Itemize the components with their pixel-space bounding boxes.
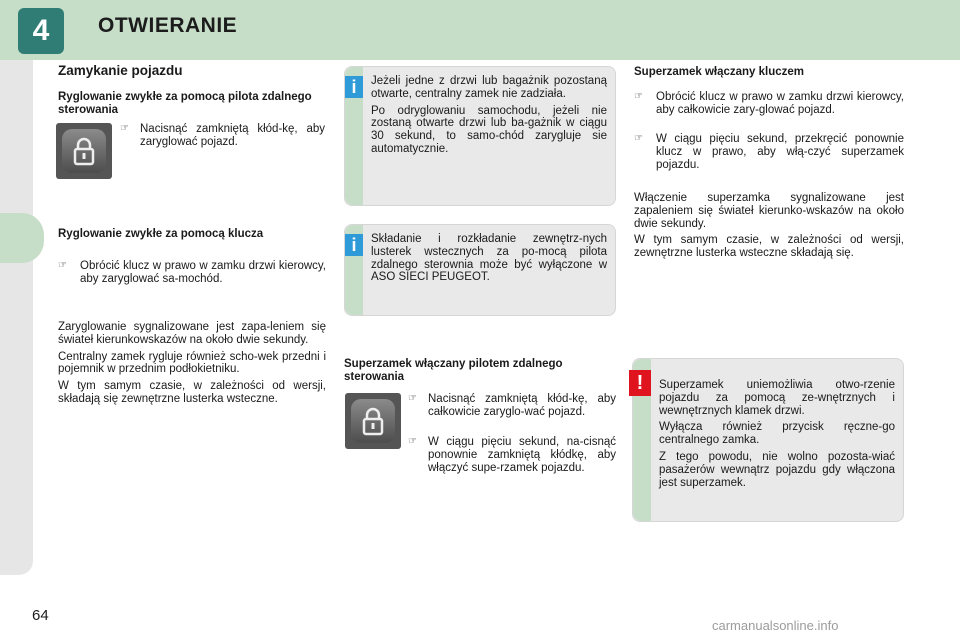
info-text: Jeżeli jedne z drzwi lub bagażnik pozostaną otwarte, centralny zamek nie zadziała. [371,75,607,100]
pointing-hand-icon: ☞ [634,133,643,144]
superlock-key-step: ☞ Obrócić klucz w prawo w zamku drzwi kierowcy, aby całkowicie zary-glować pojazd. [634,91,904,116]
pointing-hand-icon: ☞ [58,260,67,271]
left-margin-panel [0,60,33,575]
lock-notes [58,321,326,410]
page-number: 64 [32,607,49,624]
pointing-hand-icon: ☞ [408,436,417,447]
remote-lock-step: ☞ Nacisnąć zamkniętą kłód-kę, aby zaryglować pojazd. [120,123,325,148]
lock-note: Zaryglowanie sygnalizowane jest zapa-leniem się świateł kierunkowskazów na około dwie sekundy. [58,321,326,346]
warning-icon: ! [629,370,651,396]
superlock-note: Włączenie superzamka sygnalizowane jest zapaleniem się świateł kierunko-wskazów na około dwie sekundy. [634,192,904,230]
info-box-central-locking [344,66,616,206]
remote-lock-heading: Ryglowanie zwykłe za pomocą pilota zdalnego sterowania [58,91,312,116]
warning-box-superlock [632,358,904,522]
info-text: Składanie i rozkładanie zewnętrz-nych lusterek wstecznych za po-mocą pilota zdalnego sterownia może być wyłączone w ASO SIECI PEUGEOT. [371,233,607,284]
chapter-title: OTWIERANIE [98,14,238,37]
left-margin-tab [0,213,44,263]
warning-text: Z tego powodu, nie wolno pozosta-wiać pasażerów wewnątrz pojazdu gdy włączona jest superzamek. [659,450,895,489]
info-text: Po odryglowaniu samochodu, jeżeli nie zostaną otwarte drzwi lub ba-gażnik w ciągu 30 sekund, to samo-chód zarygluje sie automatycznie. [371,104,607,155]
info-icon: i [345,234,363,256]
superlock-remote-step: ☞ Nacisnąć zamkniętą kłód-kę, aby całkowicie zaryglo-wać pojazd. [408,393,616,418]
chapter-number: 4 [18,8,64,54]
pointing-hand-icon: ☞ [634,91,643,102]
superlock-key-heading: Superzamek włączany kluczem [634,66,805,78]
lock-note: Centralny zamek rygluje również scho-wek przedni i pojemnik w przednim podłokietniku. [58,350,326,376]
pointing-hand-icon: ☞ [408,393,417,404]
info-icon: i [345,76,363,98]
pointing-hand-icon: ☞ [120,123,129,134]
padlock-button-icon [56,123,112,179]
key-lock-step: ☞ Obrócić klucz w prawo w zamku drzwi kierowcy, aby zaryglować sa-mochód. [58,260,326,285]
superlock-notes [634,192,904,264]
padlock-button-icon [345,393,401,449]
warning-text: Superzamek uniemożliwia otwo-rzenie pojazdu za pomocą ze-wnętrznych i wewnętrznych klamek drzwi. [659,379,895,417]
superlock-key-step: ☞ W ciągu pięciu sekund, przekręcić ponownie klucz w prawo, aby włą-czyć superzamek pojazdu. [634,133,904,171]
warning-text: Wyłącza również przycisk ręczne-go centralnego zamka. [659,421,895,447]
superlock-note: W tym samym czasie, w zależności od wersji, zewnętrzne lusterka wsteczne składają się. [634,234,904,260]
superlock-remote-heading: Superzamek włączany pilotem zdalnego sterowania [344,358,563,383]
lock-note: W tym samym czasie, w zależności od wersji, składają się zewnętrzne lusterka wsteczne. [58,380,326,405]
key-lock-heading: Ryglowanie zwykłe za pomocą klucza [58,228,264,240]
watermark: carmanualsonline.info [712,618,839,633]
superlock-remote-step: ☞ W ciągu pięciu sekund, na-cisnąć ponownie zamkniętą kłódkę, aby włączyć supe-rzamek pojazdu. [408,436,616,474]
section-title: Zamykanie pojazdu [58,63,183,78]
info-box-mirrors [344,224,616,316]
